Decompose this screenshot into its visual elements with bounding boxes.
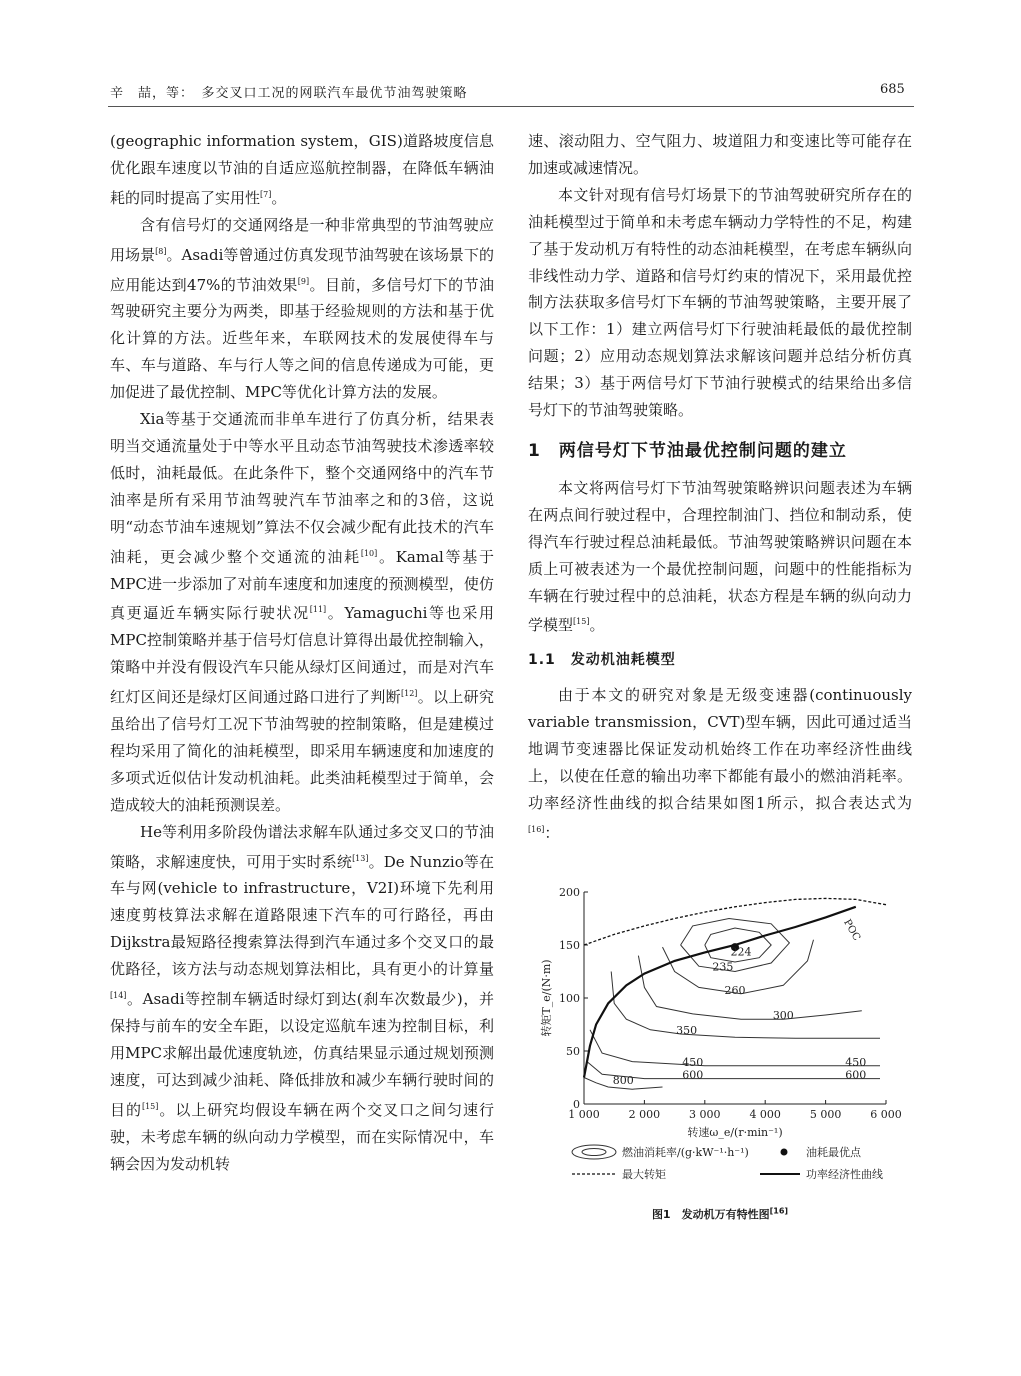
x-axis-label: 转速ω_e/(r·min⁻¹) (687, 1126, 783, 1139)
x-tick-label: 6 000 (870, 1108, 902, 1121)
contour-line (611, 972, 880, 1039)
paragraph: 速、滚动阻力、空气阻力、坡道阻力和变速比等可能存在加速或减速情况。 (528, 132, 912, 177)
chart-legend (572, 1145, 883, 1181)
y-tick-label: 200 (559, 886, 580, 899)
contour-line (590, 1030, 880, 1066)
x-tick-label: 2 000 (628, 1108, 661, 1121)
contour-lines (584, 919, 880, 1090)
section-heading: 1 两信号灯下节油最优控制问题的建立 (528, 440, 847, 461)
paragraph: (geographic information system，GIS)道路坡度信息优化跟车速度以节油的自适应巡航控制器，在降低车辆油耗的同时提高了实用性[7]。 (110, 132, 494, 207)
paragraph: 本文针对现有信号灯场景下的节油驾驶研究所存在的油耗模型过于简单和未考虑车辆动力学特性的不足，构建了基于发动机万有特性的动态油耗模型，在考虑车辆纵向非线性动力学、道路和信号灯约束的情况下，采用最优控制方法获取多信号灯下车辆的节油驾驶策略，主要开展了以下工作：1）建立两信号灯下行驶油耗最低的最优控制问题；2）应用动态规划算法求解该问题并总结分析仿真结果；3）基于两信号灯下节油行驶模式的结果给出多信号灯下的节油驾驶策略。 (528, 185, 912, 420)
engine-map-chart (528, 880, 912, 1200)
legend-optimal-label: 油耗最优点 (806, 1146, 861, 1159)
paragraph: Xia等基于交通流而非单车进行了仿真分析，结果表明当交通流量处于中等水平且动态节油驾驶技术渗透率较低时，油耗最低。在此条件下，整个交通网络中的汽车节油率是所有采用节油驾驶汽车节油率之和的3倍，这说明“动态节油车速规划”算法不仅会减少配有此技术的汽车油耗，更会减少整个交通流的油耗[10]。Kamal等基于MPC进一步添加了对前车速度和加速度的预测模型，使仿真更逼近车辆实际行驶状况[11]。Yamaguchi等也采用MPC控制策略并基于信号灯信息计算得出最优控制输入，策略中并没有假设汽车只能从绿灯区间通过，而是对汽车红灯区间还是绿灯区间通过路口进行了判断[12]。以上研究虽给出了信号灯工况下节油驾驶的控制策略，但是建模过程均采用了简化的油耗模型，即采用车辆速度和加速度的多项式近似估计发动机油耗。此类油耗模型过于简单，会造成较大的油耗预测误差。 (110, 410, 494, 814)
y-tick-label: 100 (559, 992, 580, 1005)
right-column (528, 128, 912, 847)
contour-label: 300 (772, 1009, 794, 1023)
paragraph: He等利用多阶段伪谱法求解车队通过多交叉口的节油策略，求解速度快，可用于实时系统[13]。De Nunzio等在车与网(vehicle to infrastructure，V2I)环境下先利用速度剪枝算法求解在道路限速下汽车的可行路径，再由Dijkstra最短路径搜索算法得到汽车通过多个交叉口的最优路径，该方法与动态规划算法相比，具有更小的计算量[14]。Asadi等控制车辆适时绿灯到达(刹车次数最少)，并保持与前车的安全车距，以设定巡航车速为控制目标，利用MPC求解出最优速度轨迹，仿真结果显示通过规划预测速度，可达到减少油耗、降低排放和减少车辆行驶时间的目的[15]。以上研究均假设车辆在两个交叉口之间匀速行驶，未考虑车辆的纵向动力学模型，而在实际情况中，车辆会因为发动机转 (110, 822, 494, 1173)
paragraph: 含有信号灯的交通网络是一种非常典型的节油驾驶应用场景[8]。Asadi等曾通过仿真发现节油驾驶在该场景下的应用能达到47%的节油效果[9]。目前，多信号灯下的节油驾驶研究主要分为两类，即基于经验规则的方法和基于优化计算的方法。近些年来，车联网技术的发展使得车与车、车与道路、车与行人等之间的信息传递成为可能，更加促进了最优控制、MPC等优化计算方法的发展。 (110, 215, 494, 402)
legend-max-torque-label: 最大转矩 (622, 1168, 666, 1181)
x-tick-label: 4 000 (749, 1108, 781, 1121)
figure-engine-map (528, 880, 912, 1240)
legend-contour-swatch (582, 1149, 606, 1156)
left-column (110, 128, 494, 1177)
x-tick-label: 5 000 (809, 1108, 842, 1121)
y-tick-label: 0 (573, 1098, 580, 1111)
page-number: 685 (880, 82, 905, 97)
x-tick-label: 1 000 (568, 1108, 600, 1121)
y-axis-label: 转矩T_e/(N·m) (540, 959, 553, 1037)
paragraph: 本文将两信号灯下节油驾驶策略辨识问题表述为车辆在两点间行驶过程中，合理控制油门、挡位和制动系，使得汽车行驶过程总油耗最低。节油驾驶策略辨识问题在本质上可被表述为一个最优控制问题，问题中的性能指标为车辆在行驶过程中的总油耗，状态方程是车辆的纵向动力学模型[15]。 (528, 478, 912, 635)
x-tick-label: 3 000 (689, 1108, 721, 1121)
header-rule (108, 106, 914, 107)
running-head: 辛 喆，等： 多交叉口工况的网联汽车最优节油驾驶策略 (110, 86, 468, 101)
contour-label: 600 (682, 1068, 704, 1082)
y-tick-label: 150 (559, 939, 580, 952)
contour-label: 450 (845, 1055, 867, 1069)
legend-optimal-swatch (781, 1149, 788, 1156)
contour-label: 260 (724, 983, 746, 997)
paragraph: 由于本文的研究对象是无级变速器(continuously variable transmission，CVT)型车辆，因此可通过适当地调节变速器比保证发动机始终工作在功率经济性曲线上，以使在任意的输出功率下都能有最小的燃油消耗率。功率经济性曲线的拟合结果如图1所示，拟合表达式为[16]： (528, 686, 912, 842)
figure-caption: 图1 发动机万有特性图[16] (651, 1206, 789, 1221)
contour-label: 600 (845, 1068, 867, 1082)
contour-label: 800 (612, 1073, 634, 1087)
contour-label: 350 (676, 1024, 698, 1038)
contour-label: 235 (712, 960, 734, 974)
contour-label: 450 (682, 1055, 704, 1069)
curve-label: POC (841, 917, 862, 943)
legend-power-curve-label: 功率经济性曲线 (806, 1168, 883, 1181)
y-tick-label: 50 (566, 1045, 580, 1058)
legend-contour-label: 燃油消耗率/(g·kW⁻¹·h⁻¹) (622, 1146, 749, 1159)
legend-contour-swatch (572, 1145, 616, 1159)
contour-label: 224 (730, 945, 752, 959)
max-torque-curve (584, 898, 886, 945)
subsection-heading: 1.1 发动机油耗模型 (528, 652, 676, 669)
